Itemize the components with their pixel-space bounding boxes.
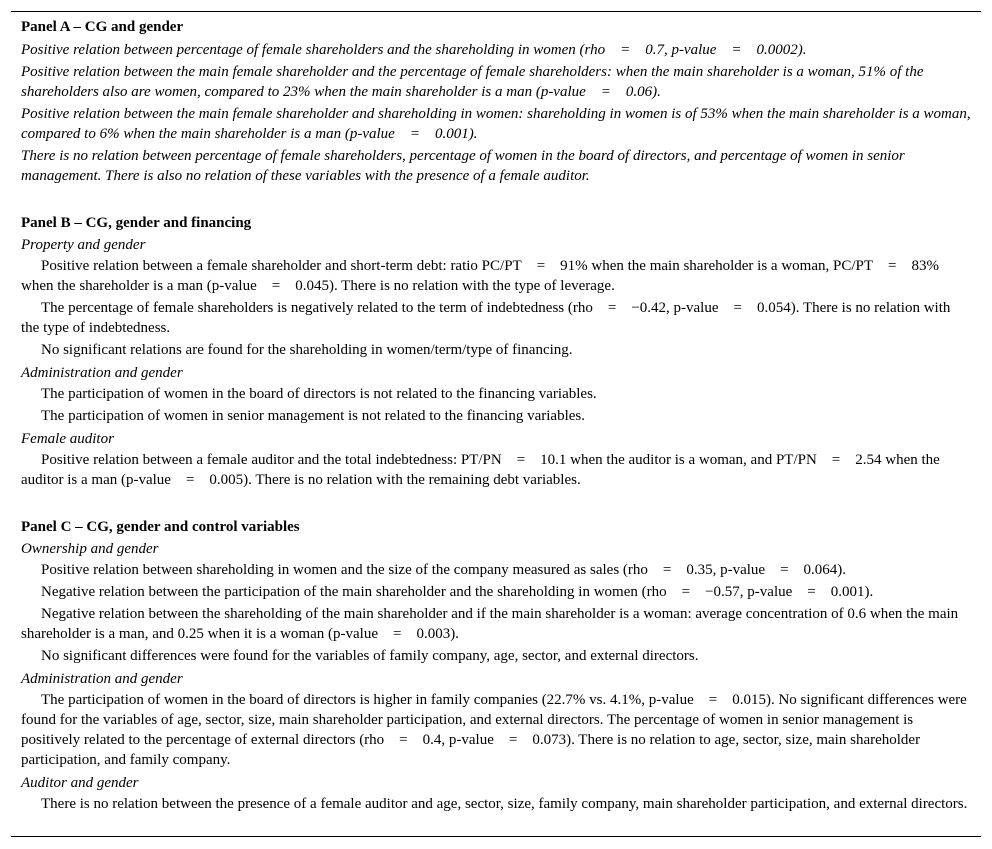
table-cell — [11, 12, 981, 814]
panel-c-subheading-administration: Administration and gender — [21, 671, 183, 687]
panel-a-line-4: There is no relation between percentage of female shareholders, percentage of women in the board of directors, and percentage of women in senior management. There is also no relation of these variables with the presence of a female auditor. — [21, 148, 905, 184]
panel-a-line-2: Positive relation between the main female shareholder and the percentage of female shareholders: when the main shareholder is a woman, 51% of the shareholders also are women, compared to 23% when the main shareholder is a man (p-value = 0.06). — [21, 64, 924, 100]
panel-c-heading: Panel C – CG, gender and control variables — [21, 519, 300, 535]
panel-b-para-5: The participation of women in senior management is not related to the financing variables. — [41, 408, 585, 424]
panel-b-subheading-property: Property and gender — [21, 237, 146, 253]
panel-c-para-2: Negative relation between the participation of the main shareholder and the shareholding in women (rho = −0.57, p-value = 0.001). — [41, 584, 874, 600]
panel-a-line-1: Positive relation between percentage of female shareholders and the shareholding in women (rho = 0.7, p-value = 0.0002). — [21, 42, 807, 58]
panel-b-subheading-administration: Administration and gender — [21, 365, 183, 381]
panel-b-para-2: The percentage of female shareholders is negatively related to the term of indebtedness (rho = −0.42, p-value = 0.054). There is no relation with the type of indebtedness. — [21, 300, 951, 336]
panel-b-subheading-auditor: Female auditor — [21, 431, 114, 447]
panel-b-para-3: No significant relations are found for the shareholding in women/term/type of financing. — [41, 342, 573, 358]
panel-b-para-4: The participation of women in the board of directors is not related to the financing variables. — [41, 386, 597, 402]
panel-c-para-4: No significant differences were found for the variables of family company, age, sector, and external directors. — [41, 648, 699, 664]
panel-c-subheading-auditor: Auditor and gender — [21, 775, 139, 791]
panel-a-line-3: Positive relation between the main female shareholder and shareholding in women: shareholding in women is of 53% when the main shareholder is a woman, compared to 6% when the main shareholder is a man (p-value = 0.001). — [21, 106, 971, 142]
spacer — [21, 492, 971, 514]
panel-a-heading: Panel A – CG and gender — [21, 19, 184, 35]
spacer — [21, 188, 971, 210]
panel-c-subheading-ownership: Ownership and gender — [21, 541, 159, 557]
panel-c-para-3: Negative relation between the shareholding of the main shareholder and if the main shareholder is a woman: average concentration of 0.6 when the main shareholder is a man, and 0.25 when it is a woman (p-value = 0.003). — [21, 606, 959, 642]
panel-b-para-1: Positive relation between a female shareholder and short-term debt: ratio PC/PT = 91% when the main shareholder is a woman, PC/PT = 83% when the shareholder is a man (p-value = 0.045). There is no relation with the type of leverage. — [21, 258, 939, 294]
panel-b-heading: Panel B – CG, gender and financing — [21, 215, 252, 231]
panel-c-para-6: There is no relation between the presence of a female auditor and age, sector, size, family company, main shareholder participation, and external directors. — [41, 796, 968, 812]
results-table — [11, 11, 981, 837]
panel-c-para-5: The participation of women in the board of directors is higher in family companies (22.7% vs. 4.1%, p-value = 0.015). No significant differences were found for the variables of age, sector, size, main shareholder participation, and external directors. The percentage of women in senior management is positively related to the percentage of external directors (rho = 0.4, p-value = 0.073). There is no relation to age, sector, size, main shareholder participation, and family company. — [21, 692, 967, 768]
panel-b-para-6: Positive relation between a female auditor and the total indebtedness: PT/PN = 10.1 when the auditor is a woman, and PT/PN = 2.54 when the auditor is a man (p-value = 0.005). There is no relation with the remaining debt variables. — [21, 452, 940, 488]
panel-c-para-1: Positive relation between shareholding in women and the size of the company measured as sales (rho = 0.35, p-value = 0.064). — [41, 562, 847, 578]
